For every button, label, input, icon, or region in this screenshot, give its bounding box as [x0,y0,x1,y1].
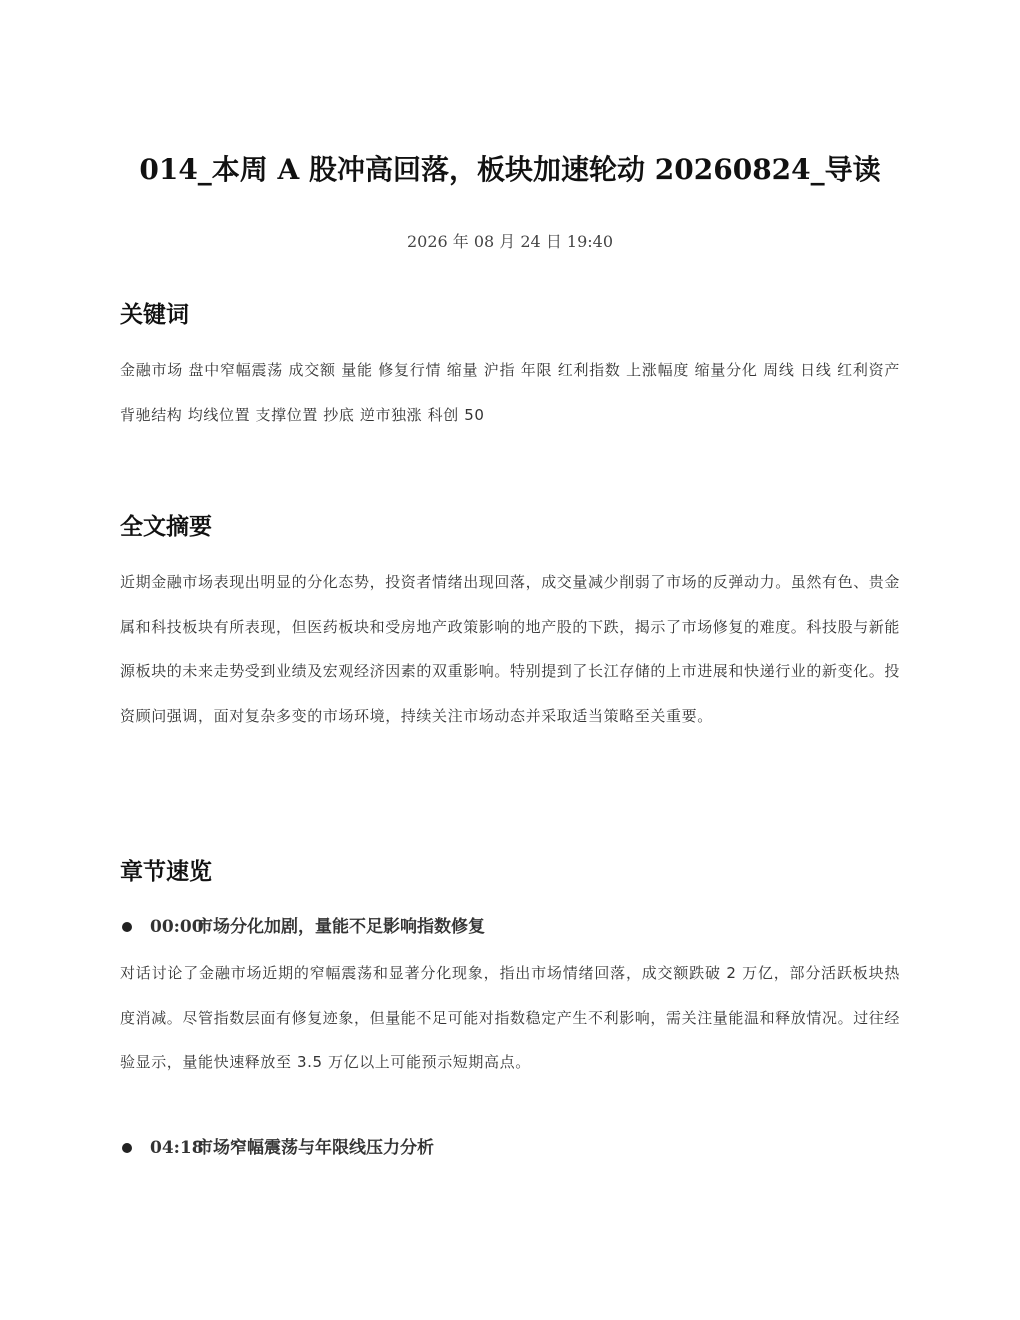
chapter-time: 00:00 [150,917,204,937]
summary-heading: 全文摘要 [120,514,212,540]
keywords-text: 金融市场 盘中窄幅震荡 成交额 量能 修复行情 缩量 沪指 年限 红利指数 上涨幅度 缩量分化 周线 日线 红利资产 背驰结构 均线位置 支撑位置 抄底 逆市独涨 科创 50 [120,361,900,424]
chapter-text: 对话讨论了金融市场近期的窄幅震荡和显著分化现象，指出市场情绪回落，成交额跌破 2 万亿，部分活跃板块热度消减。尽管指数层面有修复迹象，但量能不足可能对指数稳定产生不利影响，需关注量能温和释放情况。过往经验显示，量能快速释放至 3.5 万亿以上可能预示短期高点。 [120,964,901,1071]
bullet-icon [122,922,132,932]
document-date: 2026 年 08 月 24 日 19:40 [406,232,614,251]
chapter-item [120,913,900,941]
bullet-icon [122,1143,132,1153]
chapter-item [120,1134,900,1162]
chapter-title: 市场窄幅震荡与年限线压力分析 [196,1138,434,1158]
summary-text: 近期金融市场表现出明显的分化态势，投资者情绪出现回落，成交量减少削弱了市场的反弹动力。虽然有色、贵金属和科技板块有所表现，但医药板块和受房地产政策影响的地产股的下跌，揭示了市场修复的难度。科技股与新能源板块的未来走势受到业绩及宏观经济因素的双重影响。特别提到了长江存储的上市进展和快递行业的新变化。投资顾问强调，面对复杂多变的市场环境，持续关注市场动态并采取适当策略至关重要。 [120,573,901,725]
chapter-time: 04:18 [150,1138,204,1158]
chapter-title: 市场分化加剧，量能不足影响指数修复 [196,917,485,937]
chapters-heading: 章节速览 [120,859,212,885]
document-title: 014_本周 A 股冲高回落，板块加速轮动 20260824_导读 [139,153,881,186]
keywords-heading: 关键词 [120,302,189,328]
